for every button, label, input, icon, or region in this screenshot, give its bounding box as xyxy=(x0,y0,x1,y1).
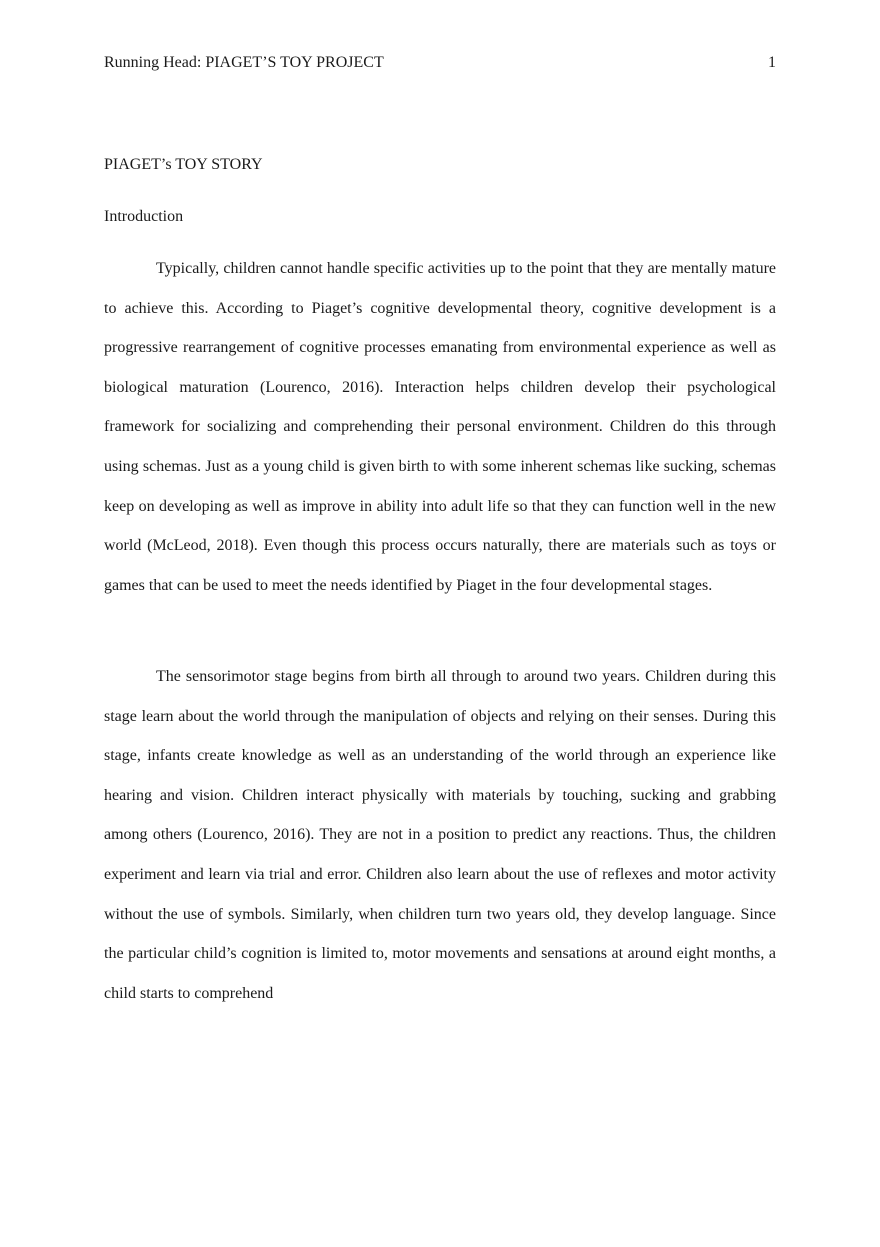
body-paragraph: The sensorimotor stage begins from birth all through to around two years. Children during this stage learn about the world through the manipulation of objects and relying on their senses. During this stage, infants create knowledge as well as an understanding of the world through an experience like hearing and vision. Children interact physically with materials by touching, sucking and grabbing among others (Lourenco, 2016). They are not in a position to predict any reactions. Thus, the children experiment and learn via trial and error. Children also learn about the use of reflexes and motor activity without the use of symbols. Similarly, when children turn two years old, they develop language. Since the particular child’s cognition is limited to, motor movements and sensations at around eight months, a child starts to comprehend xyxy=(104,668,776,1002)
document-title: PIAGET’s TOY STORY xyxy=(104,156,263,173)
page-number: 1 xyxy=(768,54,776,71)
running-head-text: Running Head: PIAGET’S TOY PROJECT xyxy=(104,54,384,71)
section-heading-introduction: Introduction xyxy=(104,208,184,225)
running-head xyxy=(104,52,776,74)
body-paragraph: Typically, children cannot handle specific activities up to the point that they are mentally mature to achieve this. According to Piaget’s cognitive developmental theory, cognitive development is a progressive rearrangement of cognitive processes emanating from environmental experience as well as biological maturation (Lourenco, 2016). Interaction helps children develop their psychological framework for socializing and comprehending their personal environment. Children do this through using schemas. Just as a young child is given birth to with some inherent schemas like sucking, schemas keep on developing as well as improve in ability into adult life so that they can function well in the new world (McLeod, 2018). Even though this process occurs naturally, there are materials such as toys or games that can be used to meet the needs identified by Piaget in the four developmental stages. xyxy=(104,260,776,594)
